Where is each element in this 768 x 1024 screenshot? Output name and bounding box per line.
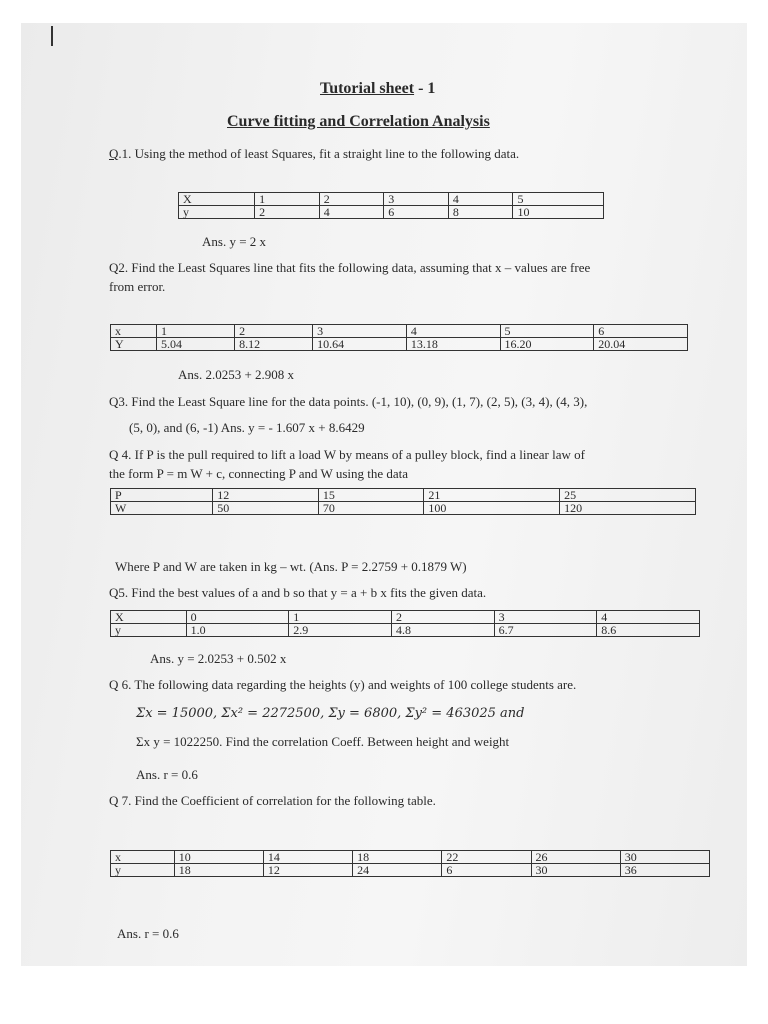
table-cell: 20.04	[594, 338, 688, 351]
table-cell: y	[111, 864, 175, 877]
table-cell: 36	[620, 864, 709, 877]
q6-answer: Ans. r = 0.6	[136, 767, 198, 782]
q5-answer: Ans. y = 2.0253 + 0.502 x	[150, 651, 287, 666]
table-cell: 25	[560, 489, 696, 502]
q4-answer: Where P and W are taken in kg – wt. (Ans. P = 2.2759 + 0.1879 W)	[115, 559, 467, 574]
q5-text: Q5. Find the best values of a and b so that y = a + b x fits the given data.	[109, 585, 487, 600]
q4-text-line2: the form P = m W + c, connecting P and W using the data	[109, 466, 409, 481]
q3-text-line2: (5, 0), and (6, -1) Ans. y = - 1.607 x + 8.6429	[129, 420, 365, 435]
table-cell: 1	[289, 611, 392, 624]
table-cell: 30	[531, 864, 620, 877]
table-row	[111, 611, 700, 624]
table-cell: 70	[318, 502, 424, 515]
q5-table	[110, 610, 700, 637]
q6-sums-line2: Σx y = 1022250. Find the correlation Coeff. Between height and weight	[136, 734, 510, 749]
table-cell: 8.6	[597, 624, 700, 637]
table-cell: x	[111, 325, 157, 338]
table-cell: 6	[442, 864, 531, 877]
table-row	[179, 193, 604, 206]
table-cell: 8	[448, 206, 513, 219]
table-cell: 12	[213, 489, 319, 502]
table-cell: 5	[500, 325, 594, 338]
table-cell: 5	[513, 193, 604, 206]
table-cell: X	[179, 193, 255, 206]
table-cell: 2	[255, 206, 320, 219]
pen-mark	[51, 26, 53, 46]
page-title-suffix: - 1	[418, 80, 436, 97]
title-line	[320, 81, 435, 97]
table-row	[111, 489, 696, 502]
table-row	[111, 851, 710, 864]
table-cell: 6.7	[494, 624, 597, 637]
table-cell: P	[111, 489, 213, 502]
table-cell: 50	[213, 502, 319, 515]
q1-label: Q	[109, 146, 119, 161]
q2-text-line1: Q2. Find the Least Squares line that fits the following data, assuming that x – values are free	[109, 260, 591, 275]
table-cell: 1	[255, 193, 320, 206]
table-cell: 24	[353, 864, 442, 877]
table-cell: 10	[513, 206, 604, 219]
table-cell: 16.20	[500, 338, 594, 351]
table-row	[111, 502, 696, 515]
table-cell: 13.18	[406, 338, 500, 351]
table-cell: 30	[620, 851, 709, 864]
q1-text	[109, 146, 519, 162]
tutorial-sheet	[21, 23, 747, 966]
table-cell: 3	[494, 611, 597, 624]
table-cell: 4	[597, 611, 700, 624]
q7-answer: Ans. r = 0.6	[117, 926, 179, 941]
q4-text-line1: Q 4. If P is the pull required to lift a load W by means of a pulley block, find a linear law of	[109, 447, 585, 462]
table-cell: 18	[353, 851, 442, 864]
table-cell: 10.64	[313, 338, 407, 351]
table-cell: 21	[424, 489, 560, 502]
table-cell: 1	[156, 325, 234, 338]
table-cell: 120	[560, 502, 696, 515]
table-cell: x	[111, 851, 175, 864]
table-row	[111, 864, 710, 877]
q2-table	[110, 324, 688, 351]
table-cell: 4	[319, 206, 384, 219]
table-cell: 10	[174, 851, 263, 864]
table-cell: W	[111, 502, 213, 515]
q2-text-line2: from error.	[109, 279, 166, 294]
table-cell: 0	[186, 611, 289, 624]
table-cell: 2.9	[289, 624, 392, 637]
table-row	[111, 338, 688, 351]
table-cell: 6	[594, 325, 688, 338]
table-cell: Y	[111, 338, 157, 351]
q1-table	[178, 192, 604, 219]
table-cell: 8.12	[235, 338, 313, 351]
q7-table	[110, 850, 710, 877]
table-cell: 2	[391, 611, 494, 624]
table-cell: y	[111, 624, 187, 637]
q1-answer: Ans. y = 2 x	[202, 234, 267, 249]
table-row	[179, 206, 604, 219]
table-cell: 6	[384, 206, 449, 219]
table-cell: 22	[442, 851, 531, 864]
q2-answer: Ans. 2.0253 + 2.908 x	[178, 367, 295, 382]
q4-table	[110, 488, 696, 515]
table-cell: 14	[263, 851, 352, 864]
table-cell: y	[179, 206, 255, 219]
table-cell: 1.0	[186, 624, 289, 637]
q3-text-line1: Q3. Find the Least Square line for the data points. (-1, 10), (0, 9), (1, 7), (2, 5), (3, 4), (4, 3),	[109, 394, 588, 409]
table-cell: 100	[424, 502, 560, 515]
table-cell: 4	[406, 325, 500, 338]
table-cell: 3	[313, 325, 407, 338]
table-cell: 3	[384, 193, 449, 206]
q7-text: Q 7. Find the Coefficient of correlation for the following table.	[109, 793, 436, 808]
table-cell: 26	[531, 851, 620, 864]
table-cell: 4	[448, 193, 513, 206]
table-cell: 5.04	[156, 338, 234, 351]
page-title: Tutorial sheet	[320, 80, 415, 97]
page-subtitle: Curve fitting and Correlation Analysis	[227, 113, 490, 130]
table-cell: 18	[174, 864, 263, 877]
q6-sums: Σx = 15000, Σx² = 2272500, Σy = 6800, Σy² = 463025 and	[136, 706, 525, 721]
q1-question: .1. Using the method of least Squares, fit a straight line to the following data.	[118, 146, 520, 161]
table-row	[111, 624, 700, 637]
table-cell: 15	[318, 489, 424, 502]
table-cell: 12	[263, 864, 352, 877]
q6-text: Q 6. The following data regarding the heights (y) and weights of 100 college students are.	[109, 677, 577, 692]
table-row	[111, 325, 688, 338]
table-cell: X	[111, 611, 187, 624]
table-cell: 4.8	[391, 624, 494, 637]
table-cell: 2	[319, 193, 384, 206]
table-cell: 2	[235, 325, 313, 338]
